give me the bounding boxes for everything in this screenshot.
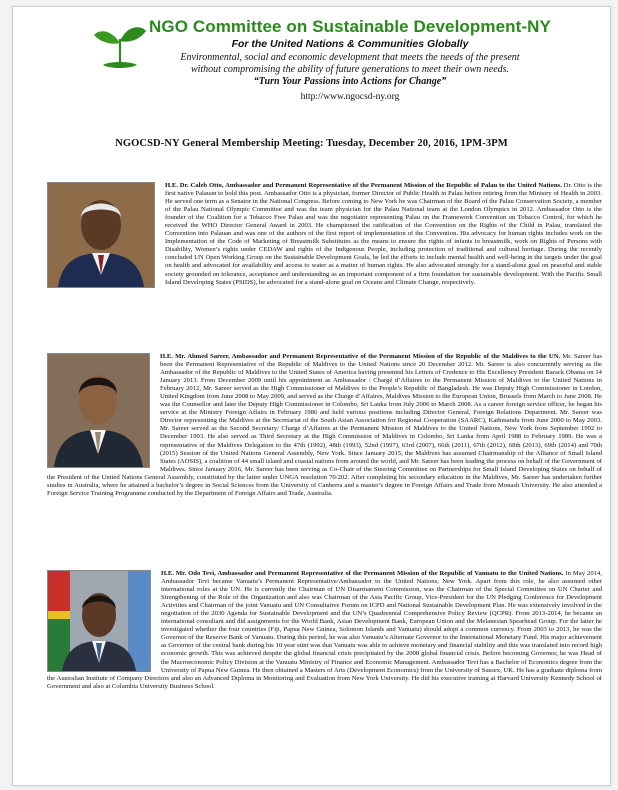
slogan: “Turn Your Passions into Actions for Change” [253,76,447,87]
ngo-seedling-logo [91,15,149,73]
mission-line-2: without compromising the ability of future generations to meet their own needs. [190,64,510,75]
speaker-section-sareer [47,353,602,498]
portrait-image [48,183,154,287]
speaker-bio-text: Mr. Sareer has been the Permanent Representative of the Republic of Maldives to the United Nations since 20 December 2012. Mr. Sareer is also concurrently serving as the Ambassador of the Republic of Maldives to the United States of America having presented his Letters of Credence to His Excellency President Barack Obama on 14 January 2013. From December 2009 until his appointment as Ambassador / Chargé d’Affaires to the Permanent Mission of Maldives to the United Nations in February 2012, Mr. Sareer served as the High Commissioner of Maldives to the People’s Republic of Bangladesh. He was Deputy High Commissioner in London, United Kingdom from June 2008 to May 2009, and served as the Charge d’Affaires, Maldives Mission to the European Union, Brussels from March to June 2008. He was the Counsellor and later the Deputy High Commissioner in Colombo, Sri Lanka from July 2006 to March 2008. As a career foreign service officer, he began his service at the Ministry Foreign Affairs in February 1986 and held various positions including Director General, Foreign Relations Department. Mr. Sareer was Director representing the Maldives at the Secretariat of the South Asian Association for Regional Cooperation (SAARC), Kathmandu from June 2000 to May 2003. Mr. Sareer served as the Second Secretary/ Charge d’Affaires at the Permanent Mission of Maldives to the United Nations, New York from September 1992 to December 1993. He also served as Third Secretary at the High Commission of Maldives in Colombo, Sri Lanka from April 1988 to February 1989. He was a representative of the Maldives Delegation to the 47th (1992), 48th (1993), 52nd (1997), 63rd (2007), 66th (2011), 67th (2012), 68th (2013), 69th (2014) and 70th (2015) Session of the United Nations General Assembly, New York. Since January 2015, the Maldives has assumed Chairmanship of the Alliance of Small Island States (AOSIS), a coalition of 44 small island and coastal nations from around the world, and Mr. Sareer has been leading the process on behalf of the Government of Maldives. Since January 2016, Mr. Sareer has been serving as Co-Chair of the Steering Committee on Partnerships for Small Island Developing States on behalf of the President of the United Nations General Assembly, constituted by the latter under UNGA resolution 70/202. After completing his secondary education in the Maldives, Mr. Sareer has undertaken further studies in Australia, where he attained a bachelor’s degree in Social Sciences from the University of Canberra and a master’s degree in Foreign Affairs and Trade from Monash University. He also attended a Foreign Service Training Programme conducted by the Department of Foreign Affairs and Trade, Australia. [47,353,603,497]
speaker-bio-text: Dr. Otto is the first native Palauan to hold this post. Ambassador Otto is a physician, former Director of Public Health in Palau before retiring from the Ministry of Health in 2003. He served one term as a Senator in the National Congress. Before coming to New York he was Chairman of the Board of the Palau Conservation Society, a member of the Palau National Olympic Committee and was the team physician for the Palau National team at the London Olympics in 2012. Ambassador Otto is the founder of the Coalition for a Tobacco Free Palau and was the negotiator representing Palau on the Framework Convention on Tobacco Control, for which he received the WHO Director General Award in 2003. He championed the ratification of the Convention on the Rights of the Child in Palau, translated the Convention into Palauan and was one of the authors of the first report of implementation of the Convention. His advocacy for human rights includes work on the Implementation of the Code of Marketing of Breastmilk Substitutes as the means to ensure the rights of infants to breastmilk, work on Rights of Persons with Disability, Women’s rights under CEDAW and rights of the Indigenous People, including protection of traditional and cultural heritage. During the recently concluded UN Open Working Group on the Sustainable Development Goals, he led the efforts to include mental health and well-being in the targets under the goal on health and advocated for availability and access to water as a matter of human rights. He also advocated strongly for a stand-alone goal on peaceful and stable society grounded on tolerance, acceptance and understanding as an important component of a firm foundation for sustainable development. With the Pacific Small Island Developing States (PSIDS), he advocated for a stand-alone goal on Oceans and Climate Change, respectively. [165,182,602,286]
speaker-heading-tevi: H.E. Mr. Odo Tevi, Ambassador and Permanent Representative of the Permanent Mission of the Republic of Vanuatu to the United Nations. [161,570,564,577]
org-subtitle: For the United Nations & Communities Globally [231,38,469,50]
speaker-photo-sareer [47,353,150,468]
speaker-heading-sareer: H.E. Mr. Ahmed Sareer, Ambassador and Permanent Representative of the Permanent Mission of the Republic of the Maldives to the UN. [160,353,561,360]
meeting-title: NGOCSD-NY General Membership Meeting: Tuesday, December 20, 2016, 1PM-3PM [115,138,508,149]
speaker-bio-text: In May 2014, Ambassador Tevi became Vanuatu’s Permanent Representative/Ambassador to the United Nations, New York. Apart from this role, he also assumed other international roles at the UN. He is currently the Chairman of UN Disarmament Commission, was the Chairman of the Special Committee on UN Charter and Strengthening of the Role of the Organization and also was Chairman of the Asia Pacific Group, Vice-President for the UN Pledging Conference for Development Activities and Chairman of the joint Vanuatu and UN Consultative Forum on ICPD and National Sustainable Development Plan. He was extensively involved in the negotiation of the 2030 Agenda for Sustainable Development and the UN’s Quadrennial Comprehensive Policy Review (QCPR). From 2013-2014, he became an international consultant and did assignments for the World Bank, Asian Development Bank, European Union and the Melanesian Spearhead Group. For the latter he investigated whether the four countries (Fiji, Papua New Guinea, Solomon Islands and Vanuatu) should adopt a common currency. From 2003 to 2013, he was the Governor of the Reserve Bank of Vanuatu. During this period, he was also Vanuatu’s Alternate Governor to the International Monetary Fund. His major achievement as Governor of the central bank during his 10 year stint was that Vanuatu was able to achieve monetary and financial stability and this was translated into record high economic growth. This was achieved despite the global financial crisis precipitated by the 2008 global financial crisis. Before becoming Governor, he was Head of the Macroeconomic Policy Division at the Vanuatu Ministry of Finance and Economic Management. Ambassador Tevi has a Bachelor of Economics degree from the University of Papua New Guinea. He then obtained a Masters of Arts (Development Economics) from the University of Sussex, UK. He has a graduate diploma from the Australian Institute of Company Directors and also an Advanced Diploma in Monitoring and Evaluation from New York University. He did his executive training at Harvard University Kennedy School of Government and also at Columbia University Business School. [47,570,602,690]
speaker-section-tevi [47,570,602,691]
mission-line-1: Environmental, social and economic development that meets the needs of the present [180,52,520,63]
speaker-photo-tevi [47,570,151,672]
speaker-photo-otto [47,182,155,288]
document-page [12,6,611,786]
org-title: NGO Committee on Sustainable Development-NY [149,17,551,36]
speaker-heading-otto: H.E. Dr. Caleb Otto, Ambassador and Permanent Representative of the Permanent Mission of the Republic of Palau to the United Nations. [165,182,562,189]
speaker-section-otto [47,182,602,290]
website-url[interactable]: http://www.ngocsd-ny.org [300,92,400,102]
portrait-image [48,354,149,467]
header-block [145,17,555,103]
portrait-image [48,571,150,671]
